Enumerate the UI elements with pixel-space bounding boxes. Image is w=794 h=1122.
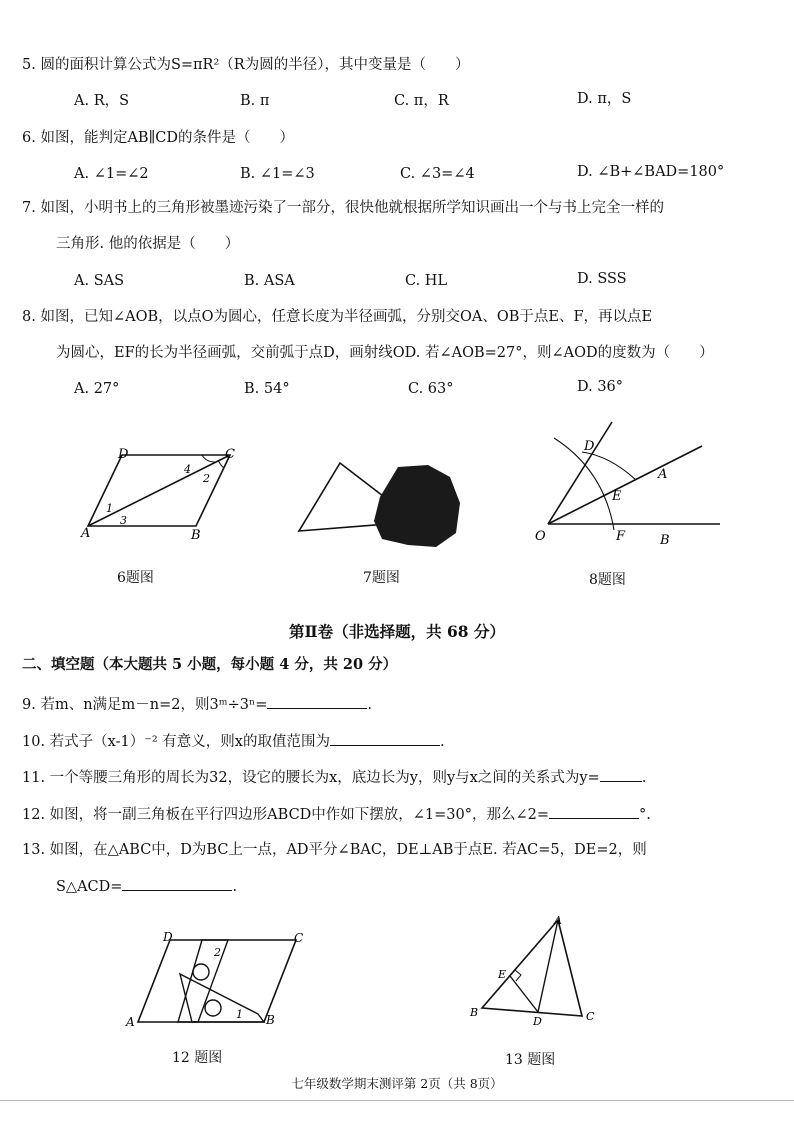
fig12-label-d: D xyxy=(163,930,173,944)
fig12-label-angle-2: 2 xyxy=(214,946,221,959)
figure-13-diagram xyxy=(462,912,612,1032)
question-10-answer-blank[interactable] xyxy=(330,731,440,746)
fig13-right-angle-mark xyxy=(515,970,521,981)
fig6-angle-arc-2 xyxy=(218,460,224,468)
figure-13-caption: 13 题图 xyxy=(505,1052,556,1068)
question-9-end: . xyxy=(367,697,373,713)
q7-option-a: A. SAS xyxy=(74,273,125,289)
q6-option-b: B. ∠1=∠3 xyxy=(240,166,315,182)
fig12-label-angle-1: 1 xyxy=(236,1008,243,1021)
question-11-text: 11. 一个等腰三角形的周长为32，设它的腰长为x，底边长为y，则y与x之间的关系式为y= xyxy=(22,770,600,786)
question-11 xyxy=(22,767,646,788)
figure-12-caption: 12 题图 xyxy=(172,1050,223,1066)
figure-12-diagram xyxy=(118,926,318,1036)
fig8-ray-oa xyxy=(548,446,702,524)
fig6-label-angle-2: 2 xyxy=(203,472,210,485)
q6-option-a: A. ∠1=∠2 xyxy=(74,166,149,182)
fig8-label-o: O xyxy=(535,529,546,544)
fig6-label-d: D xyxy=(118,447,129,462)
fig6-label-c: C xyxy=(225,447,235,462)
figure-7-diagram xyxy=(290,455,480,555)
question-8-text-line1: 8. 如图，已知∠AOB，以点O为圆心，任意长度为半径画弧，分别交OA、OB于点E、F，再以点E xyxy=(22,309,653,325)
fig6-label-angle-3: 3 xyxy=(120,514,127,527)
figure-8-caption: 8题图 xyxy=(589,572,626,588)
fig8-label-d: D xyxy=(584,439,595,454)
page-footer: 七年级数学期末测评第 2页（共 8页） xyxy=(291,1076,503,1091)
question-5-text: 5. 圆的面积计算公式为S=πR²（R为圆的半径），其中变量是（ ） xyxy=(22,57,470,73)
question-13-answer-blank[interactable] xyxy=(122,876,232,891)
figure-6-diagram xyxy=(78,440,248,550)
question-9 xyxy=(22,694,372,715)
fig13-label-b: B xyxy=(470,1006,479,1019)
fig8-label-f: F xyxy=(616,529,626,544)
q7-option-c: C. HL xyxy=(405,273,448,289)
q5-option-a: A. R，S xyxy=(74,93,130,109)
q6-option-c: C. ∠3=∠4 xyxy=(400,166,475,182)
question-12-text: 12. 如图，将一副三角板在平行四边形ABCD中作如下摆放，∠1=30°，那么∠2= xyxy=(22,807,550,823)
question-13-text-line2: S△ACD= xyxy=(56,879,123,895)
fig6-label-angle-1: 1 xyxy=(106,502,113,515)
fig13-segment-de xyxy=(510,976,538,1012)
figure-6-caption: 6题图 xyxy=(117,570,154,586)
question-13-end: . xyxy=(232,879,238,895)
fig6-label-angle-4: 4 xyxy=(184,463,191,476)
question-7-text-line2: 三角形. 他的依据是（ ） xyxy=(56,236,240,252)
question-13-line2 xyxy=(56,876,237,897)
q5-option-b: B. π xyxy=(240,93,270,109)
fig12-circle-bottom xyxy=(205,1000,221,1016)
fig13-segment-ad xyxy=(538,920,558,1012)
q8-option-c: C. 63° xyxy=(408,381,454,397)
fig6-angle-arc-4 xyxy=(202,455,215,462)
fig12-label-a: A xyxy=(126,1015,135,1029)
fig6-label-b: B xyxy=(191,528,201,543)
fig12-set-square-2 xyxy=(180,974,264,1022)
q7-option-b: B. ASA xyxy=(244,273,295,289)
fig13-label-e: E xyxy=(498,968,507,981)
fig8-label-b: B xyxy=(660,533,670,548)
fig12-label-b: B xyxy=(266,1013,275,1027)
question-11-end: . xyxy=(641,770,647,786)
question-13-text-line1: 13. 如图，在△ABC中，D为BC上一点，AD平分∠BAC，DE⊥AB于点E. 若AC=5，DE=2，则 xyxy=(22,842,647,858)
fig6-diagonal-ac xyxy=(88,455,230,526)
fig6-label-a: A xyxy=(81,526,91,541)
section-2-subtitle: 二、填空题（本大题共 5 小题，每小题 4 分，共 20 分） xyxy=(22,656,398,673)
fig13-label-a: A xyxy=(554,914,562,927)
question-10-text: 10. 若式子（x-1）⁻² 有意义，则x的取值范围为 xyxy=(22,734,330,750)
fig7-ink-blot xyxy=(374,465,460,547)
q8-option-a: A. 27° xyxy=(74,381,120,397)
fig13-label-c: C xyxy=(586,1010,595,1023)
question-12-answer-blank[interactable] xyxy=(549,804,639,819)
question-8-text-line2: 为圆心，EF的长为半径画弧，交前弧于点D，画射线OD. 若∠AOB=27°，则∠AOD的度数为（ ） xyxy=(56,345,714,361)
section-2-title: 第Ⅱ卷（非选择题，共 68 分） xyxy=(289,622,505,641)
q5-option-d: D. π，S xyxy=(577,91,632,107)
fig8-label-a: A xyxy=(658,467,668,482)
fig12-label-c: C xyxy=(294,931,304,945)
bottom-rule xyxy=(0,1100,794,1101)
question-9-text: 9. 若m、n满足m－n=2，则3ᵐ÷3ⁿ= xyxy=(22,697,268,713)
figure-8-diagram xyxy=(530,418,730,550)
question-12-end: °. xyxy=(639,807,651,823)
question-12 xyxy=(22,804,651,825)
q7-option-d: D. SSS xyxy=(577,271,627,287)
fig8-ray-od xyxy=(548,422,612,524)
fig8-label-e: E xyxy=(612,489,622,504)
q8-option-d: D. 36° xyxy=(577,379,624,395)
q6-option-d: D. ∠B+∠BAD=180° xyxy=(577,164,725,180)
fig13-triangle-abc xyxy=(482,920,582,1016)
question-10 xyxy=(22,731,445,752)
q5-option-c: C. π，R xyxy=(394,93,449,109)
q8-option-b: B. 54° xyxy=(244,381,290,397)
fig13-label-d: D xyxy=(533,1015,542,1028)
question-11-answer-blank[interactable] xyxy=(600,767,642,782)
question-9-answer-blank[interactable] xyxy=(267,694,367,709)
fig12-circle-top xyxy=(193,964,209,980)
question-10-end: . xyxy=(439,734,445,750)
question-6-text: 6. 如图，能判定AB∥CD的条件是（ ） xyxy=(22,130,294,146)
question-7-text-line1: 7. 如图，小明书上的三角形被墨迹污染了一部分，很快他就根据所学知识画出一个与书上完全一样的 xyxy=(22,200,664,216)
figure-7-caption: 7题图 xyxy=(363,570,400,586)
